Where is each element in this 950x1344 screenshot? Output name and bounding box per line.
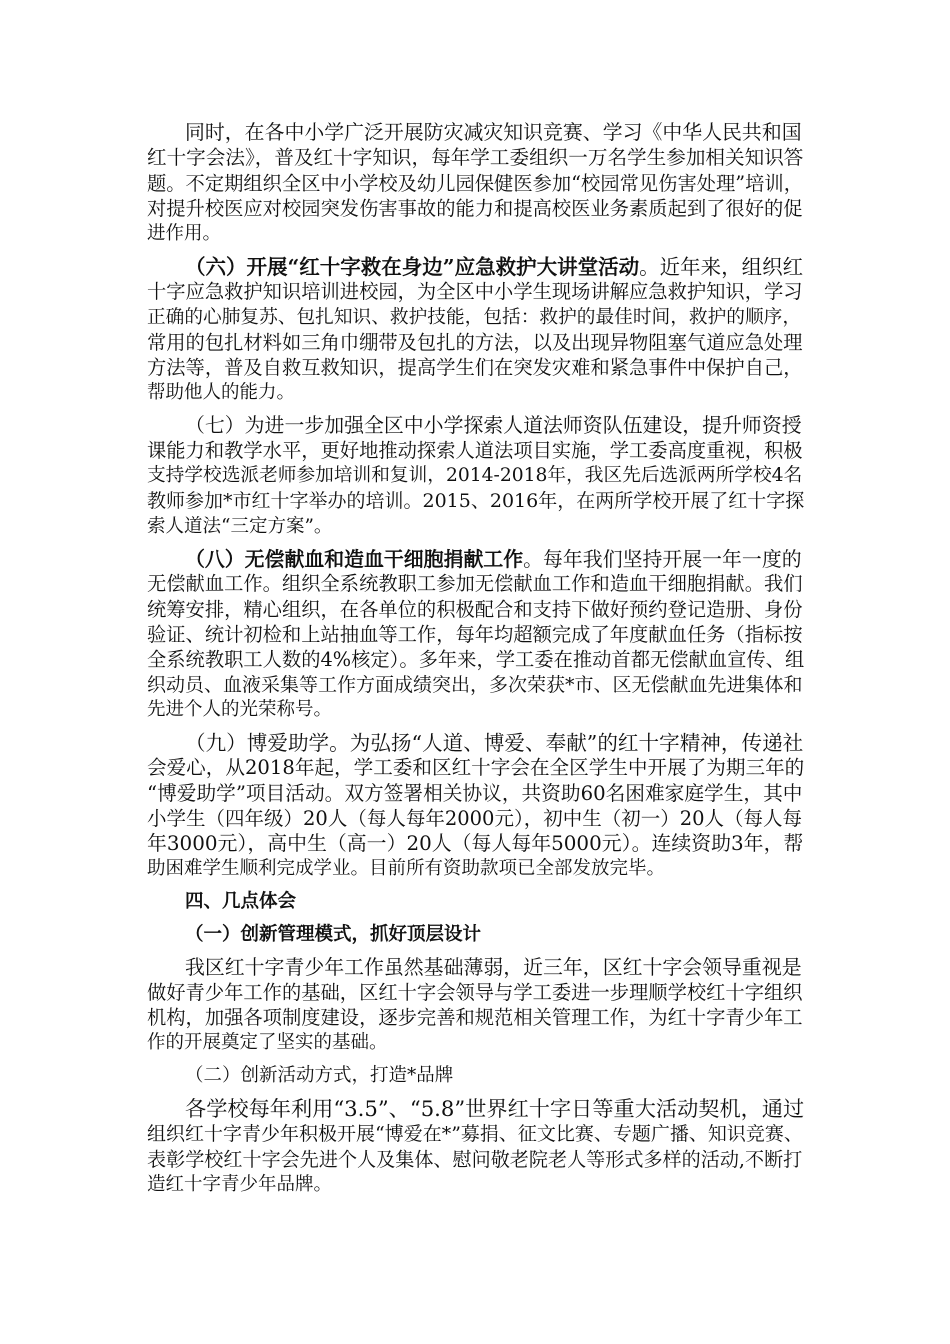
- text-line: [185, 731, 803, 755]
- body-text: 索人道法“三定方案”。: [147, 516, 333, 537]
- body-text: 表彰学校红十字会先进个人及集体、慰问敬老院老人等形式多样的活动,不断打: [147, 1148, 803, 1171]
- text-line: [147, 857, 665, 881]
- text-line: [185, 956, 802, 980]
- text-line: [185, 1097, 804, 1121]
- body-text: 教师参加*市红十字举办的培训。2015、2016年，在两所学校开展了红十字探: [147, 490, 805, 512]
- body-text: 机构，加强各项制度建设，逐步完善和规范相关管理工作，为红十字青少年工: [147, 1006, 803, 1029]
- body-text: 会爱心，从2018年起，学工委和区红十字会在全区学生中开展了为期三年的: [147, 756, 805, 779]
- text-line: [185, 255, 803, 279]
- body-text: 同时，在各中小学广泛开展防灾减灾知识竞赛、学习《中华人民共和国: [185, 121, 802, 144]
- text-line: [147, 572, 803, 596]
- body-text: （九）博爱助学。为弘扬“人道、博爱、奉献”的红十字精神，传递社: [185, 731, 804, 755]
- text-line: [147, 356, 803, 380]
- body-text: 对提升校医应对校园突发伤害事故的能力和提高校医业务素质起到了很好的促: [147, 197, 803, 220]
- text-line: [147, 598, 803, 622]
- text-line: [147, 673, 803, 697]
- body-text: 先进个人的光荣称号。: [147, 699, 333, 720]
- body-text: 。每年我们坚持开展一年一度的: [523, 548, 802, 571]
- bold-heading: 四、几点体会: [185, 891, 297, 912]
- body-text: （二）创新活动方式，打造*品牌: [185, 1065, 454, 1086]
- text-line: [147, 1122, 803, 1146]
- body-text: “博爱助学”项目活动。双方签署相关协议，共资助60名困难家庭学生，其中: [147, 782, 803, 805]
- body-text: 各学校每年利用“3.5”、“5.8”世界红十字日等重大活动契机，通过: [185, 1096, 805, 1121]
- text-line: [147, 832, 803, 856]
- body-text: 。近年来，组织红: [639, 255, 804, 279]
- body-text: 做好青少年工作的基础，区红十字会领导与学工委进一步理顺学校红十字组织: [147, 981, 803, 1004]
- body-text: 助困难学生顺利完成学业。目前所有资助款项已全部发放完毕。: [147, 858, 666, 879]
- bold-heading: （六）开展“红十字救在身边”应急救护大讲堂活动: [185, 255, 640, 279]
- text-line: [147, 381, 295, 405]
- body-text: （七）为进一步加强全区中小学探索人道法师资队伍建设，提升师资授: [185, 414, 802, 437]
- text-line: [147, 648, 804, 672]
- text-line: [147, 698, 332, 722]
- text-line: [147, 331, 803, 355]
- body-text: 验证、统计初检和上站抽血等工作，每年均超额完成了年度献血任务（指标按: [147, 623, 803, 646]
- body-text: 统筹安排，精心组织，在各单位的积极配合和支持下做好预约登记造册、身份: [147, 598, 803, 621]
- text-line: [185, 547, 802, 572]
- bold-heading: （一）创新管理模式，抓好顶层设计: [185, 924, 482, 945]
- body-text: 作的开展奠定了坚实的基础。: [147, 1032, 388, 1053]
- text-line: [147, 807, 802, 831]
- body-text: 全系统教职工人数的4%核定）。多年来，学工委在推动首都无偿献血宣传、组: [147, 648, 805, 671]
- text-line: [147, 1148, 802, 1172]
- text-line: [147, 782, 803, 806]
- body-text: 年3000元），高中生（高一）20人（每人每年5000元）。连续资助3年，帮: [147, 832, 804, 855]
- body-text: 方法等，普及自救互救知识，提高学生们在突发灾难和紧急事件中保护自己，: [147, 356, 803, 379]
- body-text: 帮助他人的能力。: [147, 382, 296, 403]
- text-line: [185, 414, 802, 438]
- text-line: [147, 515, 332, 539]
- body-text: 支持学校选派老师参加培训和复训，2014-2018年，我区先后选派两所学校4名: [147, 465, 803, 486]
- text-line: [147, 1173, 332, 1197]
- text-line: [147, 197, 803, 221]
- text-line: [185, 923, 481, 947]
- body-text: 织动员、血液采集等工作方面成绩突出，多次荣获*市、区无偿献血先进集体和: [147, 674, 803, 696]
- bold-heading: （八）无偿献血和造血干细胞捐献工作: [185, 547, 524, 571]
- text-line: [147, 756, 804, 780]
- body-text: 正确的心肺复苏、包扎知识、救护技能，包括：救护的最佳时间，救护的顺序，: [147, 307, 802, 328]
- text-line: [147, 981, 803, 1005]
- body-text: 造红十字青少年品牌。: [147, 1174, 333, 1195]
- text-line: [147, 146, 803, 170]
- body-text: 题。不定期组织全区中小学校及幼儿园保健医参加“校园常见伤害处理”培训，: [147, 172, 803, 195]
- body-text: 小学生（四年级）20人（每人每年2000元），初中生（初一）20人（每人每: [147, 807, 803, 830]
- text-line: [147, 464, 802, 488]
- text-line: [185, 890, 296, 914]
- body-text: 红十字会法》，普及红十字知识，每年学工委组织一万名学生参加相关知识答: [147, 146, 804, 169]
- text-line: [147, 222, 221, 246]
- body-text: 我区红十字青少年工作虽然基础薄弱，近三年，区红十字会领导重视是: [185, 956, 802, 979]
- body-text: 组织红十字青少年积极开展“博爱在*”募捐、征文比赛、专题广播、知识竞赛、: [147, 1123, 803, 1145]
- text-line: [147, 1031, 388, 1055]
- text-line: [185, 121, 802, 145]
- text-line: [147, 623, 803, 647]
- body-text: 课能力和教学水平，更好地推动探索人道法项目实施，学工委高度重视，积极: [147, 439, 803, 462]
- body-text: 常用的包扎材料如三角巾绷带及包扎的方法，以及出现异物阻塞气道应急处理: [147, 331, 803, 354]
- body-text: 无偿献血工作。组织全系统教职工参加无偿献血工作和造血干细胞捐献。我们: [147, 572, 803, 595]
- text-line: [147, 172, 803, 196]
- text-line: [147, 1006, 803, 1030]
- text-line: [185, 1064, 453, 1088]
- body-text: 十字应急救护知识培训进校园，为全区中小学生现场讲解应急救护知识，学习: [147, 280, 803, 303]
- text-line: [147, 280, 803, 304]
- body-text: 进作用。: [147, 223, 222, 244]
- text-line: [147, 489, 804, 513]
- text-line: [147, 306, 801, 330]
- text-line: [147, 439, 803, 463]
